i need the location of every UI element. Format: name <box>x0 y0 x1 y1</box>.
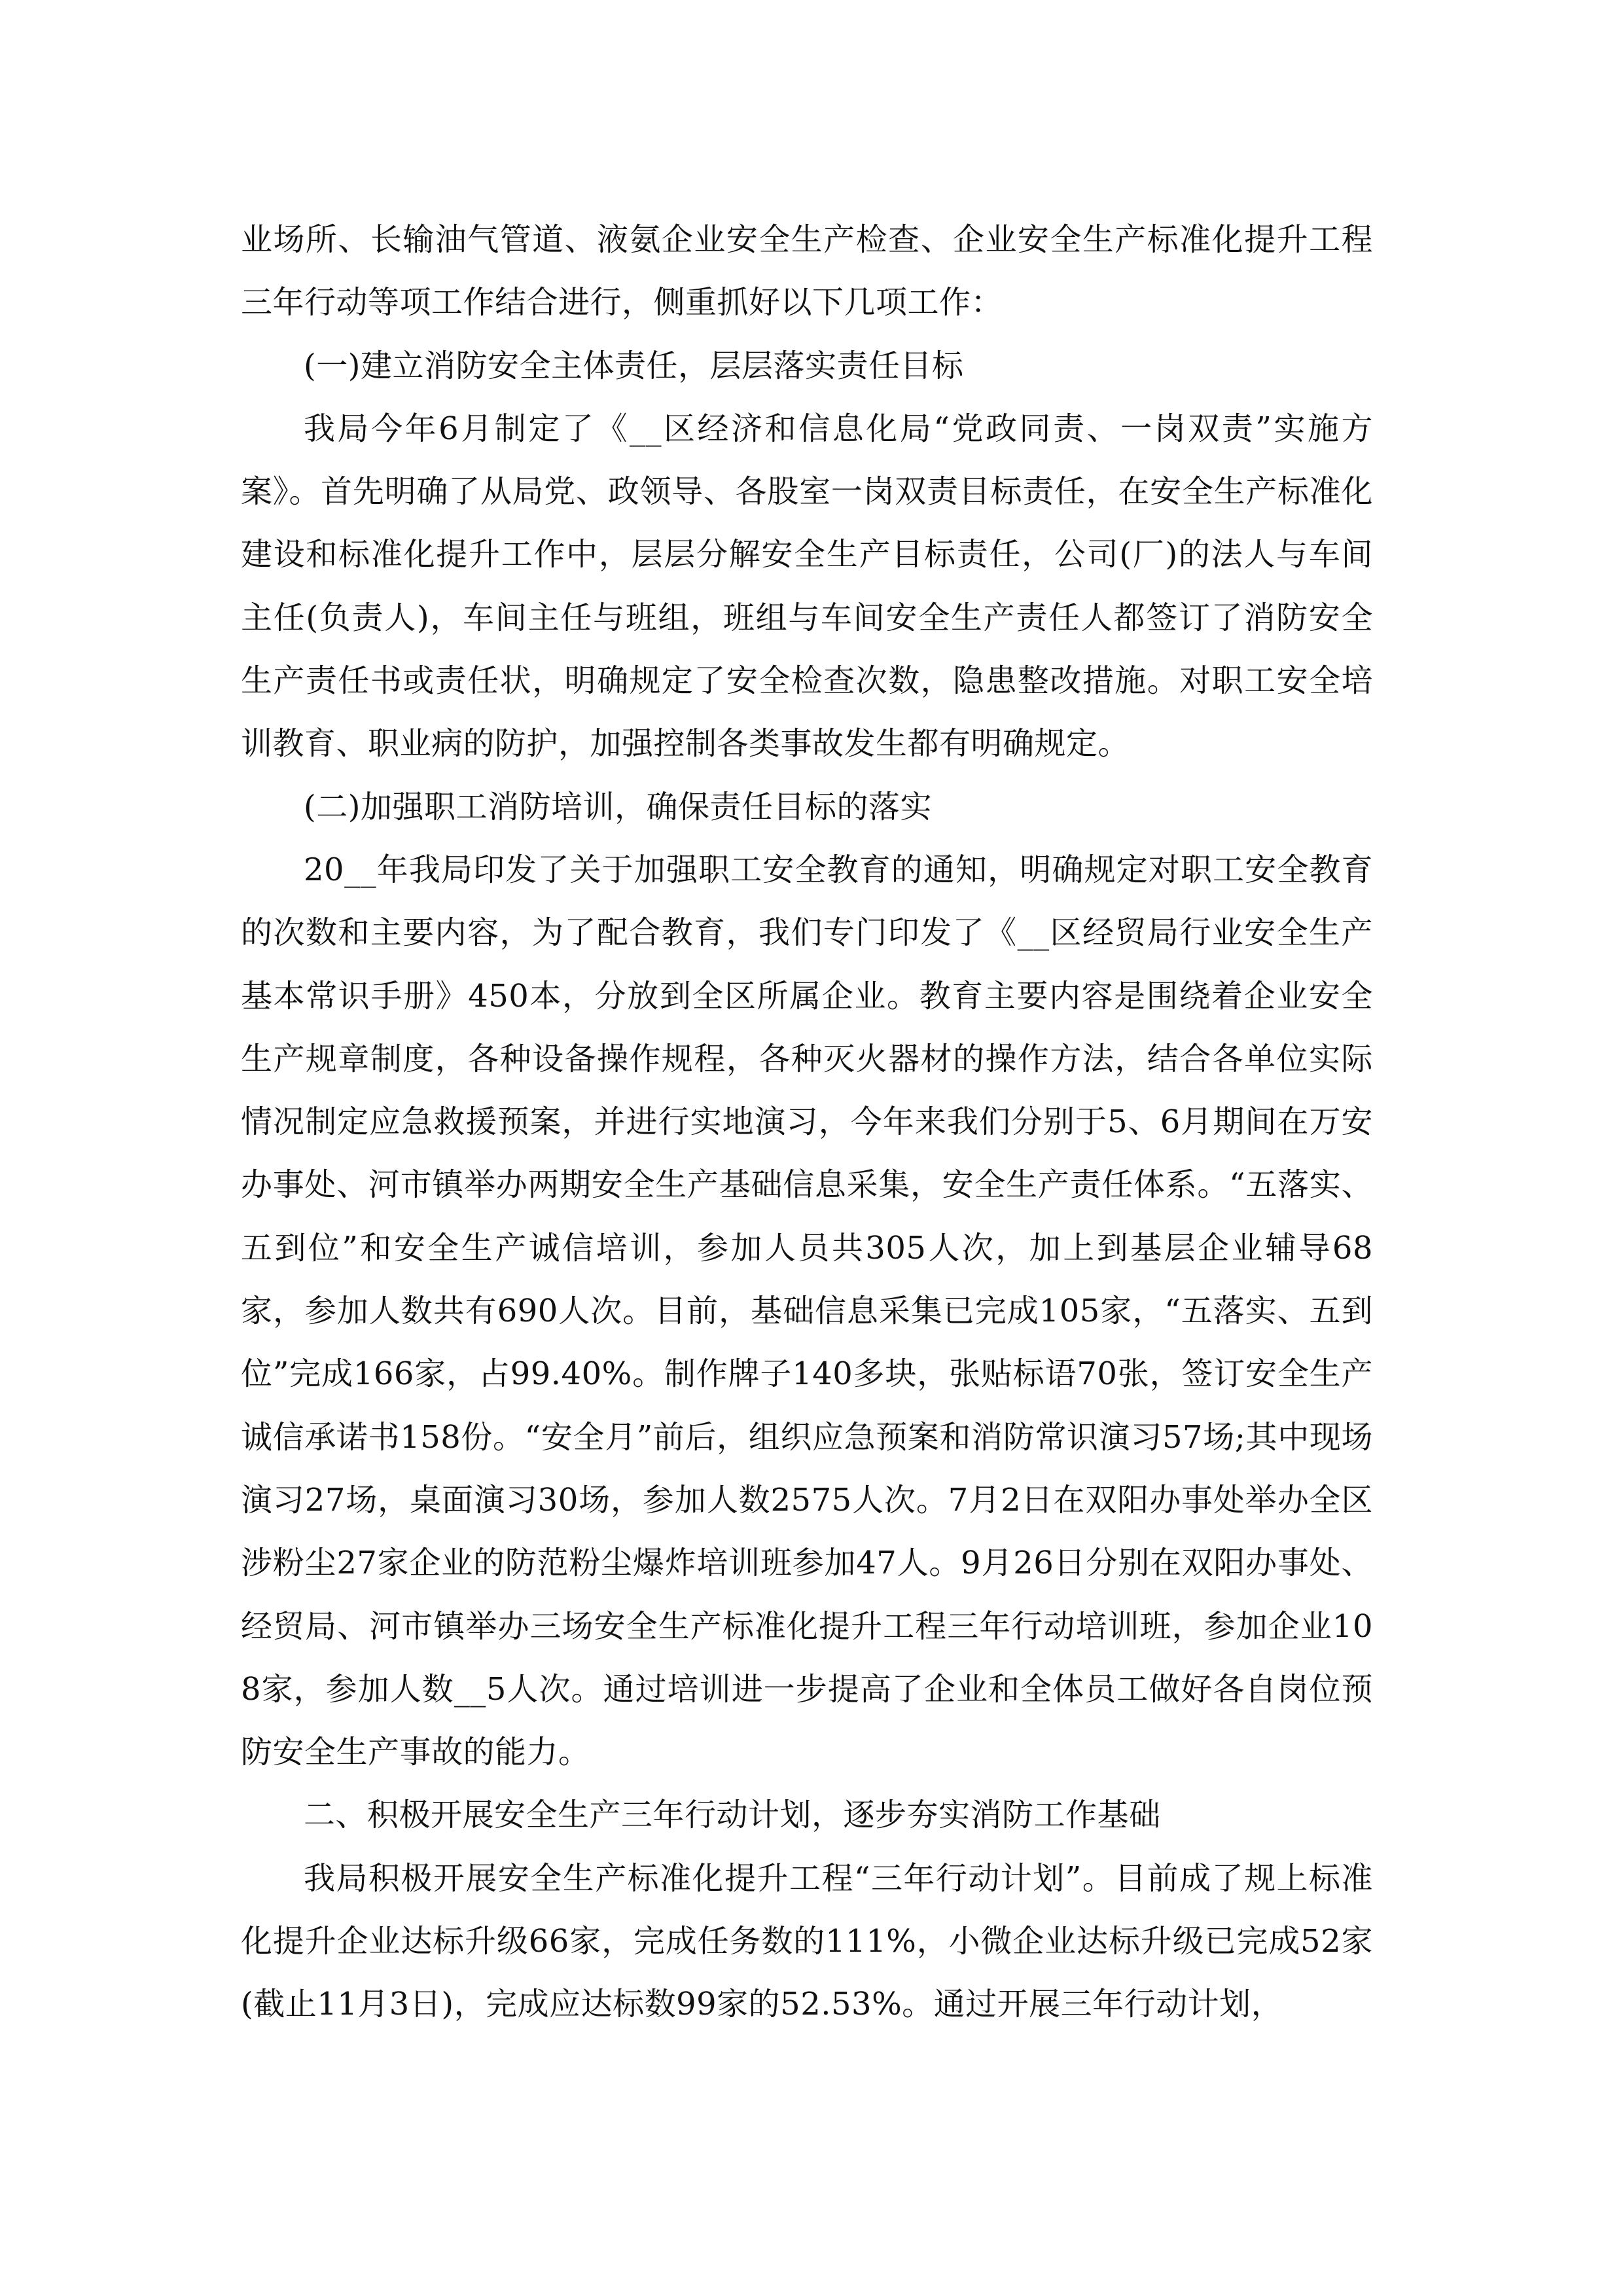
paragraph-continued: 业场所、长输油气管道、液氨企业安全生产检查、企业安全生产标准化提升工程三年行动等项工作结合进行，侧重抓好以下几项工作： <box>241 221 1373 321</box>
document-body <box>241 208 1373 2036</box>
paragraph-three-year-plan: 我局积极开展安全生产标准化提升工程“三年行动计划”。目前成了规上标准化提升企业达标升级66家，完成任务数的111%，小微企业达标升级已完成52家(截止11月3日)，完成应达标数99家的52.53%。通过开展三年行动计划， <box>241 1859 1373 2023</box>
section-heading-three-year-plan: 二、积极开展安全生产三年行动计划，逐步夯实消防工作基础 <box>304 1797 1161 1834</box>
subheading-responsibility: (一)建立消防安全主体责任，层层落实责任目标 <box>304 347 964 384</box>
subheading-training: (二)加强职工消防培训，确保责任目标的落实 <box>304 788 932 825</box>
paragraph-responsibility: 我局今年6月制定了《__区经济和信息化局“党政同责、一岗双责”实施方案》。首先明确了从局党、政领导、各股室一岗双责目标责任，在安全生产标准化建设和标准化提升工作中，层层分解安全生产目标责任，公司(厂)的法人与车间主任(负责人)，车间主任与班组，班组与车间安全生产责任人都签订了消防安全生产责任书或责任状，明确规定了安全检查次数，隐患整改措施。对职工安全培训教育、职业病的防护，加强控制各类事故发生都有明确规定。 <box>241 410 1373 762</box>
paragraph-training: 20__年我局印发了关于加强职工安全教育的通知，明确规定对职工安全教育的次数和主要内容，为了配合教育，我们专门印发了《__区经贸局行业安全生产基本常识手册》450本，分放到全区所属企业。教育主要内容是围绕着企业安全生产规章制度，各种设备操作规程，各种灭火器材的操作方法，结合各单位实际情况制定应急救援预案，并进行实地演习，今年来我们分别于5、6月期间在万安办事处、河市镇举办两期安全生产基础信息采集，安全生产责任体系。“五落实、五到位”和安全生产诚信培训，参加人员共305人次，加上到基层企业辅导68家，参加人数共有690人次。目前，基础信息采集已完成105家，“五落实、五到位”完成166家，占99.40%。制作牌子140多块，张贴标语70张，签订安全生产诚信承诺书158份。“安全月”前后，组织应急预案和消防常识演习57场;其中现场演习27场，桌面演习30场，参加人数2575人次。7月2日在双阳办事处举办全区涉粉尘27家企业的防范粉尘爆炸培训班参加47人。9月26日分别在双阳办事处、经贸局、河市镇举办三场安全生产标准化提升工程三年行动培训班，参加企业108家，参加人数__5人次。通过培训进一步提高了企业和全体员工做好各自岗位预防安全生产事故的能力。 <box>241 851 1373 1771</box>
